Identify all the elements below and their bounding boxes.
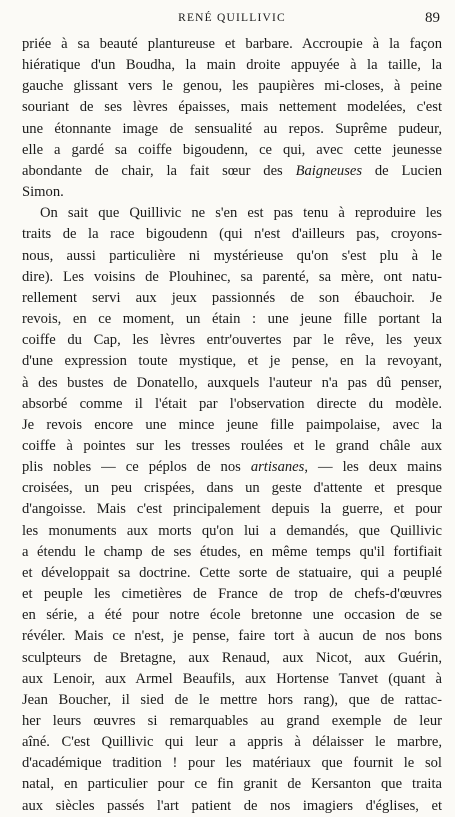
text-line: coiffe à pointes sur les tresses roulées et le grand châle aux (22, 437, 442, 454)
text-line: d'académique tradition ! pour les matériaux que fournit le sol (22, 755, 442, 772)
text-line: her leurs œuvres si remarquables au grand exemple de leur (22, 713, 442, 729)
text-line: rellement servi aux jeux passionnés de son ébauchoir. Je (22, 289, 442, 306)
text-line: une étonnante image de sensualité au repos. Suprême pudeur, (22, 120, 442, 137)
body-text (22, 34, 442, 817)
text-line: absorbé comme il l'était par l'observation directe du modèle. (22, 395, 442, 412)
text-line: d'angoisse. Mais c'est principalement depuis la guerre, et pour (22, 501, 442, 518)
text-line: On sait que Quillivic ne s'en est pas tenu à reproduire les (40, 205, 442, 222)
text-line: Je revois encore une mince jeune fille paimpolaise, avec la (22, 416, 442, 433)
text-line: à des bustes de Donatello, auxquels l'auteur n'a pas dû penser, (22, 374, 442, 391)
text-line: elle a gardé sa coiffe bigoudenn, ce qui, avec cette jeunesse (22, 141, 442, 158)
text-line: natal, en particulier pour ce fin granit de Kersanton que traita (22, 776, 442, 793)
book-page (22, 8, 442, 814)
paragraph (22, 34, 442, 203)
text-line: aîné. C'est Quillivic qui leur a appris à délaisser le marbre, (22, 734, 442, 751)
text-line: en série, a été pour notre école bretonne une occasion de se (22, 607, 442, 624)
text-line: aux Lenoir, aux Armel Beaufils, aux Hortense Tanvet (quant à (22, 670, 442, 687)
text-line: a étendu le champ de ses études, en même temps qu'il fortifiait (22, 543, 442, 560)
text-line: revois, en ce moment, un étain : une jeune fille portant la (22, 311, 442, 328)
italic-title: artisanes (250, 459, 305, 476)
text-line: aux siècles passés l'art patient de nos imagiers d'églises, et (22, 797, 442, 814)
text-line: nous, aussi particulière ni mystérieuse qu'on s'est plu à le (22, 247, 442, 264)
text-line: et peuple les cimetières de France de trop de chefs-d'œuvres (22, 586, 442, 603)
text-line: coiffe du Cap, les lèvres entr'ouvertes par le rêve, les yeux (22, 332, 442, 349)
running-head (22, 8, 442, 34)
paragraph (22, 203, 442, 817)
text-line: révéler. Mais ce n'est, je pense, faire tort à aucun de nos bons (22, 628, 442, 645)
text-line: croisées, un peu crispées, dans un geste d'attente et presque (22, 480, 442, 497)
text-line: les monuments aux morts qu'on lui a demandés, que Quillivic (22, 522, 442, 539)
running-title: RENÉ QUILLIVIC (178, 12, 286, 24)
text-line: d'une expression toute mystique, et je pense, en la revoyant, (22, 353, 442, 370)
text-line: priée à sa beauté plantureuse et barbare. Accroupie à la façon (22, 36, 442, 52)
text-line: dire). Les voisins de Plouhinec, sa parenté, sa mère, ont natu- (22, 268, 442, 285)
text-line: Jean Boucher, il sied de le mettre hors rang), que de rattac- (22, 691, 442, 708)
text-line: Simon. (22, 184, 64, 201)
text-line: hiératique d'un Boudha, la main droite appuyée à la taille, la (22, 57, 442, 74)
page-number: 89 (425, 10, 440, 26)
text-line: abondante de chair, la fait sœur des Baigneuses de Lucien (22, 162, 442, 179)
italic-title: Baigneuses (295, 162, 363, 179)
text-line: souriant de ses lèvres épaisses, mais nettement modelées, c'est (22, 99, 442, 116)
text-line: plis nobles — ce péplos de nos artisanes, — les deux mains (22, 459, 442, 476)
text-line: traits de la race bigoudenn (qui n'est d'ailleurs pas, croyons- (22, 226, 442, 243)
text-line: sculpteurs de Bretagne, aux Renaud, aux Nicot, aux Guérin, (22, 649, 442, 666)
text-line: et développait sa doctrine. Cette sorte de statuaire, qui a peuplé (22, 564, 442, 581)
text-line: gauche glissant vers le genou, les paupières mi-closes, à peine (22, 78, 442, 95)
